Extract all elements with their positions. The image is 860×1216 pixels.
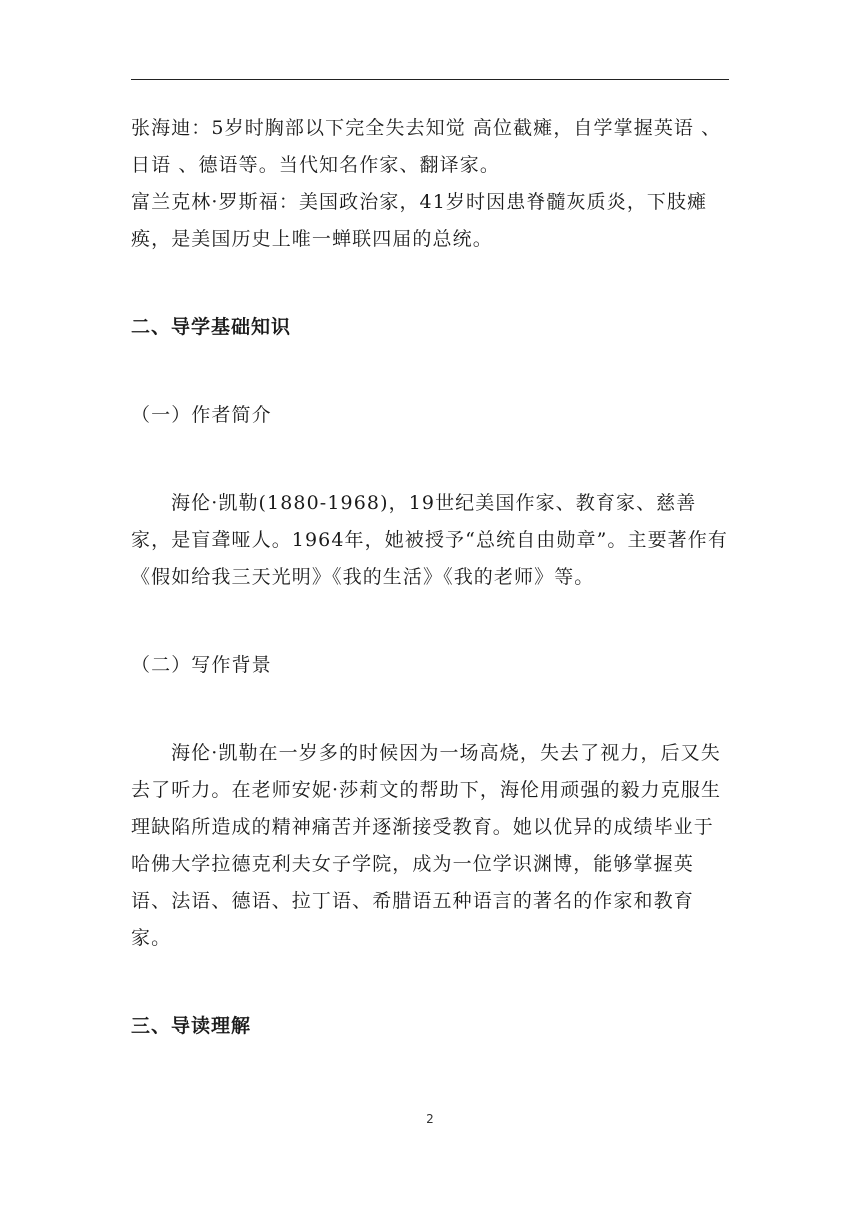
subheading-author-intro: （一）作者简介 bbox=[131, 404, 272, 426]
subheading-writing-background: （二）写作背景 bbox=[131, 654, 272, 676]
intro-paragraph-roosevelt: 富兰克林·罗斯福：美国政治家，41岁时因患脊髓灰质炎，下肢瘫痪，是美国历史上唯一蝉联四届的总统。 bbox=[131, 191, 708, 250]
paragraph-author-intro: 海伦·凯勒(1880-1968)，19世纪美国作家、教育家、慈善家，是盲聋哑人。1964年，她被授予“总统自由勋章”。主要著作有《假如给我三天光明》《我的生活》《我的老师》等。 bbox=[131, 492, 728, 588]
document-body bbox=[131, 110, 731, 1045]
section-heading-basics: 二、导学基础知识 bbox=[131, 316, 292, 338]
intro-paragraph-zhang-haidi: 张海迪：5岁时胸部以下完全失去知觉 高位截瘫，自学掌握英语 、日语 、德语等。当代知名作家、翻译家。 bbox=[131, 117, 722, 176]
section-heading-reading: 三、导读理解 bbox=[131, 1015, 252, 1037]
page-number: 2 bbox=[426, 1112, 434, 1126]
header-rule bbox=[131, 79, 729, 80]
paragraph-writing-background: 海伦·凯勒在一岁多的时候因为一场高烧，失去了视力，后又失去了听力。在老师安妮·莎莉文的帮助下，海伦用顽强的毅力克服生理缺陷所造成的精神痛苦并逐渐接受教育。她以优异的成绩毕业于哈佛大学拉德克利夫女子学院，成为一位学识渊博，能够掌握英语、法语、德语、拉丁语、希腊语五种语言的著名的作家和教育家。 bbox=[131, 742, 722, 949]
